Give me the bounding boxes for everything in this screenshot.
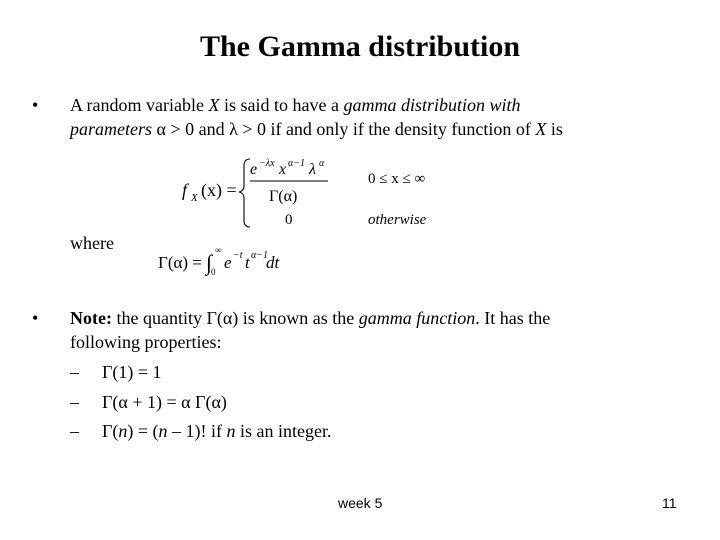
emphasis-text: parameters [70, 119, 152, 139]
where-label: where [70, 233, 114, 253]
gamma-function-equation [156, 243, 286, 277]
eq-lhs-f: f [182, 180, 188, 200]
text-segment: α > 0 and λ > 0 if and only if the density function of [152, 119, 536, 139]
bullet-text [70, 93, 692, 141]
note-label: Note: [70, 308, 112, 328]
dash-marker: – [70, 421, 79, 441]
variable-n: n [158, 421, 168, 441]
bullet-marker: • [32, 95, 39, 115]
integrand-exp1: −t [233, 250, 243, 261]
integrand-dt: dt [266, 253, 280, 272]
property-item [70, 360, 162, 384]
eq-num-x: x [279, 161, 287, 178]
text-segment: is said to have a [219, 95, 344, 115]
page-number: 11 [662, 495, 677, 511]
property-item [70, 390, 227, 414]
eq2-lhs: Γ(α) = [158, 253, 202, 272]
eq-num-exp1: −λx [259, 158, 275, 169]
variable-n: n [118, 421, 128, 441]
eq-case1-condition: 0 ≤ x ≤ ∞ [368, 171, 426, 187]
emphasis-text: gamma distribution with [343, 95, 521, 115]
dash-marker: – [70, 392, 79, 412]
integrand-exp2: α−1 [251, 250, 268, 261]
eq-lhs-arg: (x) = [201, 180, 237, 200]
eq-denominator: Γ(α) [269, 188, 298, 205]
integral-upper: ∞ [215, 245, 222, 255]
emphasis-text: gamma function [358, 308, 476, 328]
property-text: is an integer. [235, 421, 332, 441]
left-brace [239, 159, 250, 227]
bullet-gamma-definition [32, 93, 692, 141]
density-equation [178, 152, 448, 232]
integrand-t: t [245, 253, 250, 272]
text-segment: . It has the [475, 308, 551, 328]
property-item [70, 419, 332, 443]
integrand-e: e [224, 253, 232, 272]
dash-marker: – [70, 362, 79, 382]
text-segment: is [546, 119, 563, 139]
integral-lower: 0 [211, 267, 216, 277]
property-text: Γ(α + 1) = α Γ(α) [102, 392, 227, 412]
eq-num-exp2: α−1 [288, 158, 305, 169]
property-text: Γ(1) = 1 [102, 362, 162, 382]
variable-n: n [226, 421, 236, 441]
bullet-text [70, 306, 692, 354]
eq-case2-condition: otherwise [368, 212, 427, 228]
eq-num-exp3: α [319, 158, 325, 169]
integral-sign: ∫ [206, 250, 213, 275]
variable-x: X [535, 119, 547, 139]
slide-title: The Gamma distribution [199, 30, 521, 63]
property-text: ) = ( [127, 421, 159, 441]
eq-case2-value: 0 [285, 212, 293, 228]
text-segment: the quantity Γ(α) is known as the [111, 308, 359, 328]
variable-x: X [208, 95, 220, 115]
bullet-marker: • [32, 308, 39, 328]
footer-week-label: week 5 [338, 495, 383, 511]
property-text: Γ( [102, 421, 119, 441]
text-segment: following properties: [70, 332, 222, 352]
eq-num-e: e [250, 161, 258, 178]
bullet-gamma-note [32, 306, 692, 354]
property-text: – 1)! if [167, 421, 227, 441]
eq-num-lambda: λ [309, 161, 316, 178]
text-segment: A random variable [70, 95, 209, 115]
eq-lhs-sub: X [191, 192, 198, 204]
